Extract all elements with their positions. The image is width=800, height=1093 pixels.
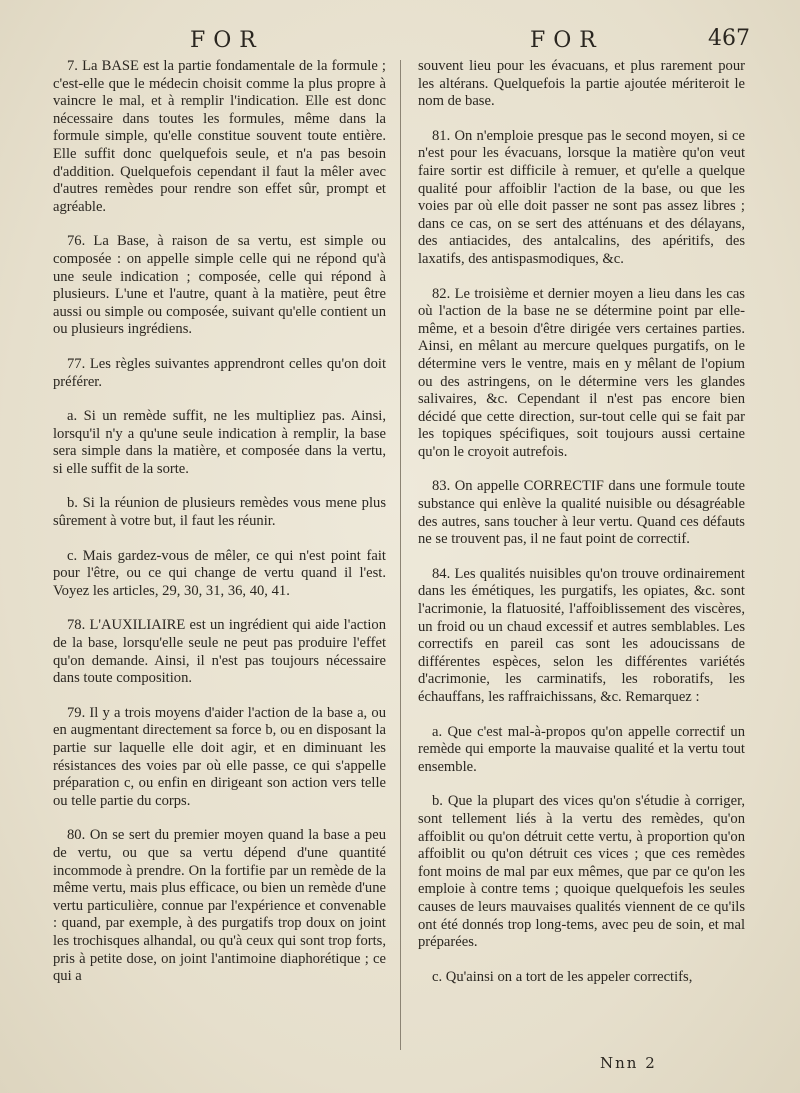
paragraph-78: 78. L'AUXILIAIRE est un ingrédient qui aide l'action de la base, lorsqu'elle seule ne peut pas produire l'effet qu'on demande. Ainsi, il n'est pas toujours nécessaire dans toute composition. xyxy=(53,617,386,687)
running-head-left: FOR xyxy=(190,28,264,53)
paragraph-77: 77. Les règles suivantes apprendront celles qu'on doit préférer. xyxy=(53,355,386,390)
paragraph-84a: a. Que c'est mal-à-propos qu'on appelle correctif un remède qui emporte la mauvaise qualité et la vertu tout ensemble. xyxy=(418,723,745,775)
paragraph-81: 81. On n'emploie presque pas le second moyen, si ce n'est pour les évacuans, lorsque la matière qu'on veut faire sortir est difficile à remuer, et qu'elle a quelque qualité pour affoiblir l'action de la base, ou que les voies par où elle doit passer ne sont pas assez libres ; dans ce cas, on se sert des atténuans et des délayans, des antiacides, des antalcalins, des apéritifs, des laxatifs, des antispasmodiques, &c. xyxy=(418,127,745,267)
paragraph-82: 82. Le troisième et dernier moyen a lieu dans les cas où l'action de la base ne se détermine point par elle-même, et a besoin d'être dirigée vers certaines parties. Ainsi, en mêlant au mercure quelques purgatifs, on le détermine vers le ventre, mais en y mêlant de l'opium ou des astringens, on le détermine vers les glandes salivaires, &c. Cependant il n'est pas encore bien décidé que cette direction, sur-tout celle qui se fait par les topiques spécifiques, soit toujours aussi certaine qu'on le croyoit autrefois. xyxy=(418,285,745,460)
paragraph-84c: c. Qu'ainsi on a tort de les appeler correctifs, xyxy=(432,968,693,985)
paragraph-75: 7. La BASE est la partie fondamentale de la formule ; c'est-elle que le médecin choisit comme la plus propre à vaincre le mal, et à remplir l'indication. Elle est donc nécessaire dans toutes les formules, même dans la formule simple, qu'elle constitue souvent toute entière. Elle suffit donc quelquefois seule, et n'a pas besoin d'addition. Quelquefois cependant il faut la mêler avec d'autres remèdes pour rendre son effet sûr, prompt et agréable. xyxy=(53,58,386,215)
right-column xyxy=(418,58,745,1003)
column-divider xyxy=(400,60,401,1050)
paragraph-79: 79. Il y a trois moyens d'aider l'action de la base a, ou en augmentant directement sa force b, ou en disposant la partie sur laquelle elle doit agir, et en diminuant les résistances des voies par où elle passe, ce qui s'appelle préparation c, ou enfin en dirigeant son action vers telle ou telle partie du corps. xyxy=(53,704,386,809)
left-column xyxy=(53,58,386,1003)
paragraph-76: 76. La Base, à raison de sa vertu, est simple ou composée : on appelle simple celle qui ne répond qu'à une seule indication ; composée, celle qui répond à plusieurs. L'une et l'autre, quant à la matière, peut être aussi ou simple ou composée, suivant qu'elle contient un ou plusieurs ingrédiens. xyxy=(53,233,386,338)
paragraph-77b: b. Si la réunion de plusieurs remèdes vous mene plus sûrement à votre but, il faut les réunir. xyxy=(53,495,386,530)
paragraph-84: 84. Les qualités nuisibles qu'on trouve ordinairement dans les émétiques, les purgatifs, les opiates, &c. sont l'acrimonie, la flatuosité, l'affoiblissement des viscères, un froid ou un chaud excessif et autres semblables. Les correctifs en pareil cas sont les adoucissans de différentes espèces, selon les différentes variétés d'acrimonie, les carminatifs, les roboratifs, les échauffans, les raffraichissans, &c. Remarquez : xyxy=(418,565,745,705)
paragraph-80: 80. On se sert du premier moyen quand la base a peu de vertu, ou que sa vertu dépend d'une quantité incommode à prendre. On la fortifie par un remède de la même vertu, mais plus efficace, ou bien un remède d'une vertu particulière, connue par l'expérience et convenable : quand, par exemple, à des purgatifs trop doux on joint les trochisques alhandal, ou qu'à ceux qui sont trop forts, pris à petite dose, on joint l'antimoine diaphorétique ; ce qui a xyxy=(53,827,386,985)
paragraph-77a: a. Si un remède suffit, ne les multipliez pas. Ainsi, lorsqu'il n'y a qu'une seule indication à remplir, la base sera simple dans la matière, et composée dans la vertu, si elle suffit de la sorte. xyxy=(53,408,386,477)
paragraph-84b: b. Que la plupart des vices qu'on s'étudie à corriger, sont tellement liés à la vertu des remèdes, qu'on affoiblit ou qu'on détruit cette vertu, à proportion qu'on affoiblit ou qu'on détruit ces vices ; que ces remèdes font moins de mal par eux mêmes, que par ce qu'on les emploie à contre tems ; quoique quelquefois les seules causes de leurs mauvaises qualités viennent de ce qu'ils ont été donnés trop long-tems, avec peu de soin, et mal préparées. xyxy=(418,793,745,951)
running-head-right: FOR xyxy=(530,28,604,53)
paragraph-77c: c. Mais gardez-vous de mêler, ce qui n'est point fait pour l'être, ou ce qui change de vertu quand il l'est. Voyez les articles, 29, 30, 31, 36, 40, 41. xyxy=(53,547,386,599)
paragraph-83: 83. On appelle CORRECTIF dans une formule toute substance qui enlève la qualité nuisible ou désagréable des autres, sans toucher à leur vertu. Quand ces défauts ne se trouvent pas, il ne faut point de correctif. xyxy=(418,478,745,548)
paragraph-80-continued: souvent lieu pour les évacuans, et plus rarement pour les altérans. Quelquefois la partie ajoutée mériteroit le nom de base. xyxy=(418,58,745,110)
page-number: 467 xyxy=(708,26,750,51)
signature-mark: Nnn 2 xyxy=(600,1054,657,1072)
